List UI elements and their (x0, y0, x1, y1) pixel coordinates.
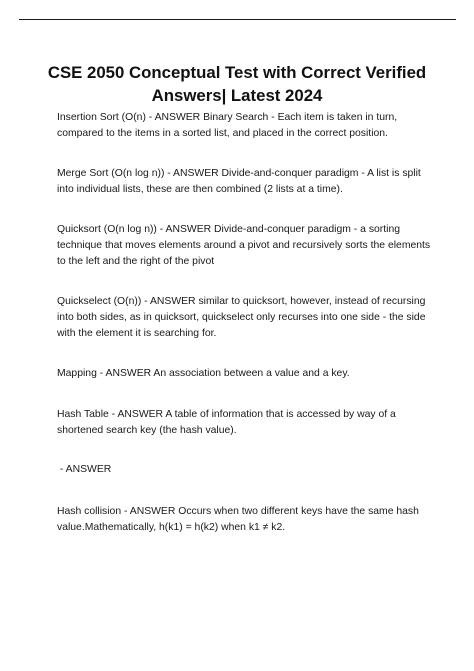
entry-line: into individual lists, these are then combined (2 lists at a time). (57, 184, 343, 195)
entry-line: value.Mathematically, h(k1) = h(k2) when k1 ≠ k2. (57, 522, 286, 533)
entry-line: Mapping - ANSWER An association between a value and a key. (57, 368, 350, 379)
entry-insertion-sort (57, 110, 437, 142)
entry-line: to the left and the right of the pivot (57, 256, 215, 267)
entry-hash-collision (57, 504, 437, 536)
entry-line: - ANSWER (57, 464, 112, 475)
entry-mapping (57, 366, 437, 382)
title-line: Answers| Latest 2024 (151, 86, 323, 105)
title-line: CSE 2050 Conceptual Test with Correct Verified (47, 63, 427, 82)
entry-line: Hash Table - ANSWER A table of information that is accessed by way of a (57, 409, 396, 420)
entry-quickselect (57, 294, 437, 342)
entry-line: Quickselect (O(n)) - ANSWER similar to quicksort, however, instead of recursing (57, 296, 426, 307)
entry-line: technique that moves elements around a pivot and recursively sorts the elements (57, 240, 431, 251)
entry-line: Insertion Sort (O(n) - ANSWER Binary Search - Each item is taken in turn, (57, 112, 398, 123)
entry-merge-sort (57, 166, 437, 198)
entry-line: with the element it is searching for. (57, 328, 217, 339)
entry-line: Merge Sort (O(n log n)) - ANSWER Divide-and-conquer paradigm - A list is split (57, 168, 421, 179)
entry-line: compared to the items in a sorted list, and placed in the correct position. (57, 128, 388, 139)
entry-line: shortened search key (the hash value). (57, 425, 237, 436)
entry-line: Quicksort (O(n log n)) - ANSWER Divide-and-conquer paradigm - a sorting (57, 224, 401, 235)
entry-hash-table (57, 407, 437, 439)
entry-line: Hash collision - ANSWER Occurs when two different keys have the same hash (57, 506, 419, 517)
header-divider (19, 19, 456, 20)
entry-quicksort (57, 222, 437, 270)
entry-blank-answer (57, 462, 437, 478)
document-title (20, 61, 454, 107)
entry-line: into both sides, as in quicksort, quickselect only recurses into one side - the side (57, 312, 426, 323)
